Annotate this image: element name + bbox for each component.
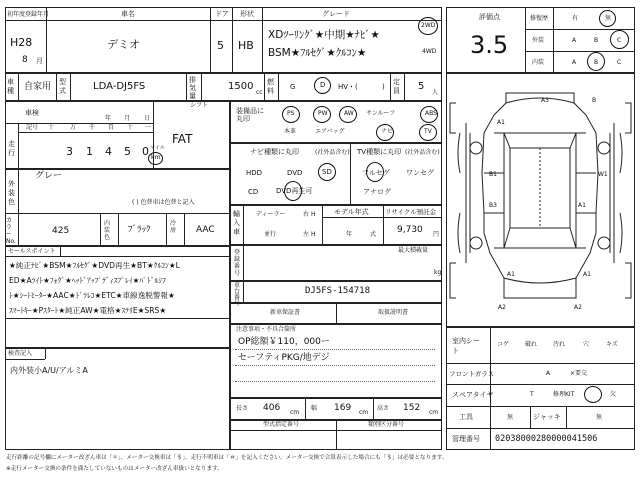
glass-replace: ×要交 — [570, 370, 588, 377]
color-no-label: カラーNo. — [6, 217, 16, 245]
import-label: 輸入車 — [233, 210, 240, 236]
damage-label: A3 — [541, 97, 549, 104]
model-year-suffix: 式 — [370, 231, 377, 238]
recycle-value: 9,730 — [397, 225, 423, 235]
grade-line-2: BSM★ﾌﾙｾｸﾞ★ｸﾙｺﾝ★ — [268, 47, 367, 59]
name-label: 車名 — [121, 10, 135, 18]
spare-kit: 修理KIT — [553, 391, 575, 398]
kenken-year: 年 — [105, 115, 112, 122]
digit-header: 百 — [108, 124, 115, 131]
repair-label: 修復歴 — [530, 15, 549, 22]
jack-value: 無 — [596, 414, 603, 421]
first-reg-label: 初年度登録年月 — [7, 11, 50, 18]
int-a: A — [572, 59, 577, 66]
reg-no-label: 登録番号 — [234, 249, 241, 277]
fuel-hv: HV・( — [338, 83, 358, 91]
sales-line: ED★Aﾗｲﾄ★ﾌｫｸﾞ★ﾍｯﾄﾞｱｯﾌﾟﾃﾞｨｽﾌﾟﾚｲ★ﾊﾟﾄﾞﾙｼﾌ — [9, 276, 166, 285]
spare-t: T — [530, 391, 534, 398]
score-label: 評価点 — [479, 13, 500, 21]
import-right-h: H — [311, 211, 316, 218]
spare-kit-circle — [584, 386, 602, 403]
ext-label: 外装 — [532, 37, 545, 44]
use-value: 自家用 — [24, 82, 52, 92]
damage-label: B3 — [489, 202, 497, 209]
seat-label: 室内シート — [452, 337, 480, 355]
fuel-g: G — [290, 83, 296, 91]
sales-line: ★純正ﾅﾋﾞ★BSM★ﾌﾙｾｸﾞ★DVD再生★BT★ｸﾙｺﾝ★L — [9, 261, 180, 270]
repaint-note: ( ) 色替車は色替と記入 — [132, 199, 195, 206]
exterior-label: 外装色 — [8, 180, 15, 206]
equipment-item: 本革 — [284, 128, 297, 135]
grade-label: グレード — [322, 10, 350, 18]
kenken-label: 車検 — [25, 109, 39, 117]
recycle-label: リサイクル預託金 — [385, 208, 437, 216]
int-label: 内装 — [532, 59, 545, 66]
footer-line-1: 走行距離の記号欄にメーター改ざん車は「＊」、メーター交換車は「＄」、走行不明車は「＃」を記入ください。メーター交換で合算表示した場合にも「＄」は必要となります。 — [6, 455, 448, 461]
score-value: 3.5 — [470, 31, 509, 59]
navi-title: ナビ種類に丸印 — [250, 148, 299, 156]
sales-label: セールスポイント — [8, 248, 56, 255]
damage-label: B1 — [489, 171, 497, 178]
run-label: 走行 — [8, 140, 15, 157]
disp-value: 1500 — [228, 81, 254, 92]
recycle-unit: 円 — [433, 231, 440, 238]
class-no-label: 類別区分番号 — [368, 421, 405, 428]
model-value: LDA-DJ5FS — [93, 81, 146, 92]
model-year-unit: 年 — [346, 231, 353, 238]
tv-note: (社外品含む) — [405, 149, 440, 156]
digit-header: 一 — [145, 124, 152, 131]
grade-line-1: XDﾂｰﾘﾝｸﾞ★中期★ﾅﾋﾞ★ — [268, 29, 380, 41]
mgmt-value: 02038000280000041506 — [495, 434, 598, 444]
seat-item: 穴 — [583, 341, 590, 348]
max-load-label: 最大積載量 — [398, 247, 429, 254]
note-line-2: セーフティPKG/地デジ — [238, 353, 330, 363]
int-c: C — [617, 59, 622, 66]
navi-sd: SD — [322, 168, 332, 176]
import-left-h: H — [311, 231, 316, 238]
max-load-unit: kg — [434, 269, 442, 276]
reg-month: 8 — [22, 55, 28, 65]
interior-label: 内装色 — [104, 220, 111, 241]
unit-km: km — [151, 154, 161, 161]
seat-item: キズ — [606, 341, 618, 348]
equipment-item: エアバッグ — [315, 128, 345, 135]
sales-line: ｽﾏｰﾄｷｰ★Pｽﾀｰﾄ★純正AW★電格★ｽﾃﾘE★SRS★ — [9, 306, 167, 315]
equipment-label: 装備品に丸印 — [236, 107, 264, 123]
inspect-label: 検査記入 — [8, 350, 33, 357]
mileage-digit: 4 — [105, 145, 112, 158]
mileage-digit: 5 — [124, 145, 131, 158]
mgmt-label: 管理番号 — [452, 435, 480, 443]
shift-label: シフト — [190, 102, 209, 109]
interior-value: ﾌﾞﾗｯｸ — [128, 225, 151, 235]
color-no-value: 425 — [52, 226, 70, 236]
car-name: デミオ — [107, 38, 140, 51]
glass-label: フロントガラス — [449, 370, 495, 378]
width-unit: cm — [359, 409, 369, 416]
inspect-value: 内外装小A/U/アルミA — [10, 366, 88, 375]
tool-label: 工具 — [459, 413, 473, 421]
damage-label: A1 — [583, 271, 591, 278]
exterior-value: グレー — [35, 171, 63, 181]
seat-item: 汚れ — [553, 341, 566, 348]
navi-cd: CD — [248, 188, 259, 196]
chassis-label: 車台番号 — [234, 282, 241, 307]
equipment-item: ABS — [425, 110, 437, 117]
length-label: 長さ — [236, 405, 249, 412]
navi-hdd: HDD — [246, 169, 263, 177]
model-year-label: モデル年式 — [334, 208, 369, 216]
repair-yes: 有 — [572, 15, 579, 22]
damage-label: A2 — [574, 304, 582, 311]
mileage-digit: 0 — [142, 145, 149, 158]
digit-header: 万 — [70, 124, 77, 131]
ac-label: 冷房 — [170, 220, 177, 234]
spare-none: 欠 — [610, 391, 617, 398]
cap-value: 5 — [418, 81, 425, 92]
digit-header: 十 — [48, 124, 55, 131]
fuel-label: 燃料 — [267, 78, 274, 95]
damage-label: B — [592, 97, 597, 104]
int-b: B — [594, 59, 599, 66]
navi-dvd: DVD — [287, 169, 303, 177]
model-label: 型式 — [59, 78, 66, 95]
cap-unit: 人 — [432, 89, 439, 96]
reg-month-unit: 月 — [36, 57, 43, 65]
import-dealer: ディーラー — [256, 211, 286, 218]
height-label: 高さ — [377, 405, 390, 412]
ext-a: A — [572, 37, 577, 44]
equipment-item: ナビ — [381, 128, 394, 135]
type-no-label: 型式指定番号 — [263, 421, 300, 428]
use-label: 車種 — [7, 78, 14, 95]
glass-a: A — [546, 370, 551, 377]
digit-header: 千 — [89, 124, 96, 131]
navi-note: (社外品含む) — [315, 149, 350, 156]
disp-label: 排気量 — [189, 76, 196, 100]
warranty-label: 新車保証書 — [270, 309, 301, 316]
notes-label: 注意事項・不具合箇所 — [236, 326, 297, 333]
cap-label: 定員 — [393, 78, 400, 95]
mileage-digit: 3 — [66, 145, 73, 158]
length-value: 406 — [263, 403, 281, 413]
mileage-digit: 1 — [86, 145, 93, 158]
tv-fullseg: フルセグ — [362, 169, 390, 177]
ext-b: B — [594, 37, 599, 44]
damage-label: W1 — [598, 171, 608, 178]
drive-2wd: 2WD — [421, 22, 436, 29]
navi-dvdplay: DVD再生可 — [276, 187, 313, 195]
kenken-month: 月 — [124, 115, 131, 122]
drive-4wd: 4WD — [422, 48, 437, 55]
height-unit: cm — [429, 409, 439, 416]
note-line-1: OP総額￥110，000ー — [238, 337, 330, 347]
damage-label: A1 — [507, 271, 515, 278]
repair-no: 無 — [605, 15, 612, 22]
equipment-item: AW — [344, 110, 354, 117]
inspection-block — [5, 348, 230, 450]
equipment-item: PW — [318, 110, 328, 117]
tool-value: 無 — [507, 414, 514, 421]
sales-line: ﾄ★ｼｰﾄﾋｰﾀｰ★AAC★ﾄﾞﾗﾚｺ★ETC★車線逸脱警報★ — [9, 291, 175, 300]
seat-item: 破れ — [525, 341, 538, 348]
equipment-item: サンルーフ — [366, 110, 396, 117]
shape-label: 形状 — [240, 10, 254, 18]
tv-analog: アナログ — [363, 188, 391, 196]
car-diagram — [446, 73, 635, 327]
damage-label: A1 — [578, 202, 586, 209]
reg-year: H28 — [10, 36, 33, 49]
body-shape: HB — [238, 39, 254, 52]
length-unit: cm — [290, 409, 300, 416]
import-parallel: 並行 — [264, 231, 277, 238]
equipment-item: TV — [424, 128, 432, 135]
unit-mile: マイル — [150, 145, 165, 151]
fuel-close: ) — [382, 83, 385, 91]
door-label: ドア — [215, 10, 229, 18]
ext-c: C — [617, 37, 622, 44]
kenken-day: 日 — [144, 115, 151, 122]
tv-title: TV種類に丸印 — [357, 148, 402, 156]
digit-header: 十 — [127, 124, 134, 131]
spare-label: スペアタイヤ — [452, 391, 494, 399]
damage-label: A1 — [497, 119, 505, 126]
width-value: 169 — [334, 403, 352, 413]
fuel-d: D — [320, 81, 326, 89]
disp-unit: cc — [256, 89, 263, 96]
shift-value: FAT — [172, 132, 193, 146]
equipment-item: PS — [287, 110, 295, 117]
damage-label: A2 — [498, 304, 506, 311]
tv-oneseg: ワンセグ — [406, 169, 434, 177]
footer-line-2: ※走行メーター交換の条件を満たしていないものはメーター改ざん車扱いとなります。 — [6, 466, 223, 472]
manual-label: 取扱説明書 — [378, 309, 409, 316]
ac-value: AAC — [196, 225, 215, 235]
door-count: 5 — [217, 39, 224, 52]
import-left: 左 — [303, 231, 310, 238]
chassis-value: DJ5FS-154718 — [305, 286, 371, 296]
jack-label: ジャッキ — [533, 413, 561, 421]
width-label: 幅 — [311, 405, 318, 412]
digit-header: 記号 — [26, 124, 39, 131]
height-value: 152 — [403, 403, 421, 413]
import-right: 右 — [303, 211, 310, 218]
seat-item: コゲ — [497, 341, 510, 348]
